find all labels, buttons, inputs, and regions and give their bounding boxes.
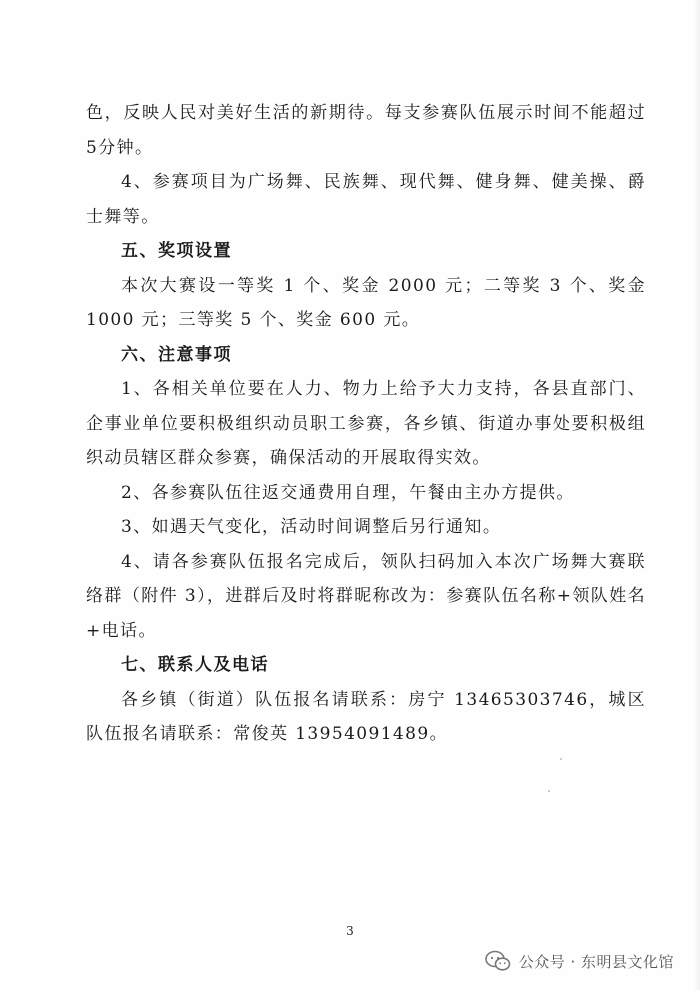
section-heading-notes: 六、注意事项	[121, 344, 232, 365]
document-body	[86, 96, 646, 752]
page-number: 3	[346, 924, 354, 938]
scan-speck	[560, 758, 562, 760]
paragraph-note-4: 4、请各参赛队伍报名完成后，领队扫码加入本次广场舞大赛联络群（附件 3），进群后及时将群昵称改为：参赛队伍名称+领队姓名+电话。	[86, 551, 646, 641]
section-heading-awards: 五、奖项设置	[121, 241, 232, 261]
paragraph-awards: 本次大赛设一等奖 1 个、奖金 2000 元；二等奖 3 个、奖金 1000 元；三等奖 5 个、奖金 600 元。	[86, 275, 646, 330]
watermark-text: 公众号 · 东明县文化馆	[518, 952, 674, 971]
section-heading-contacts: 七、联系人及电话	[121, 655, 269, 675]
page-edge-shadow	[694, 0, 700, 990]
watermark	[485, 948, 674, 974]
paragraph-note-1: 1、各相关单位要在人力、物力上给予大力支持，各县直部门、企事业单位要积极组织动员职工参赛，各乡镇、街道办事处要积极组织动员辖区群众参赛，确保活动的开展取得实效。	[86, 379, 646, 468]
wechat-icon	[485, 950, 511, 972]
paragraph-contacts: 各乡镇（街道）队伍报名请联系：房宁 13465303746，城区队伍报名请联系：常俊英 13954091489。	[86, 689, 646, 744]
paragraph-item-4-events: 4、参赛项目为广场舞、民族舞、现代舞、健身舞、健美操、爵士舞等。	[86, 172, 646, 227]
scan-speck	[548, 790, 550, 792]
paragraph-note-2: 2、各参赛队伍往返交通费用自理，午餐由主办方提供。	[121, 482, 575, 503]
paragraph-note-3: 3、如遇天气变化，活动时间调整后另行通知。	[121, 517, 502, 537]
paragraph-continuation: 色，反映人民对美好生活的新期待。每支参赛队伍展示时间不能超过5分钟。	[86, 103, 646, 158]
